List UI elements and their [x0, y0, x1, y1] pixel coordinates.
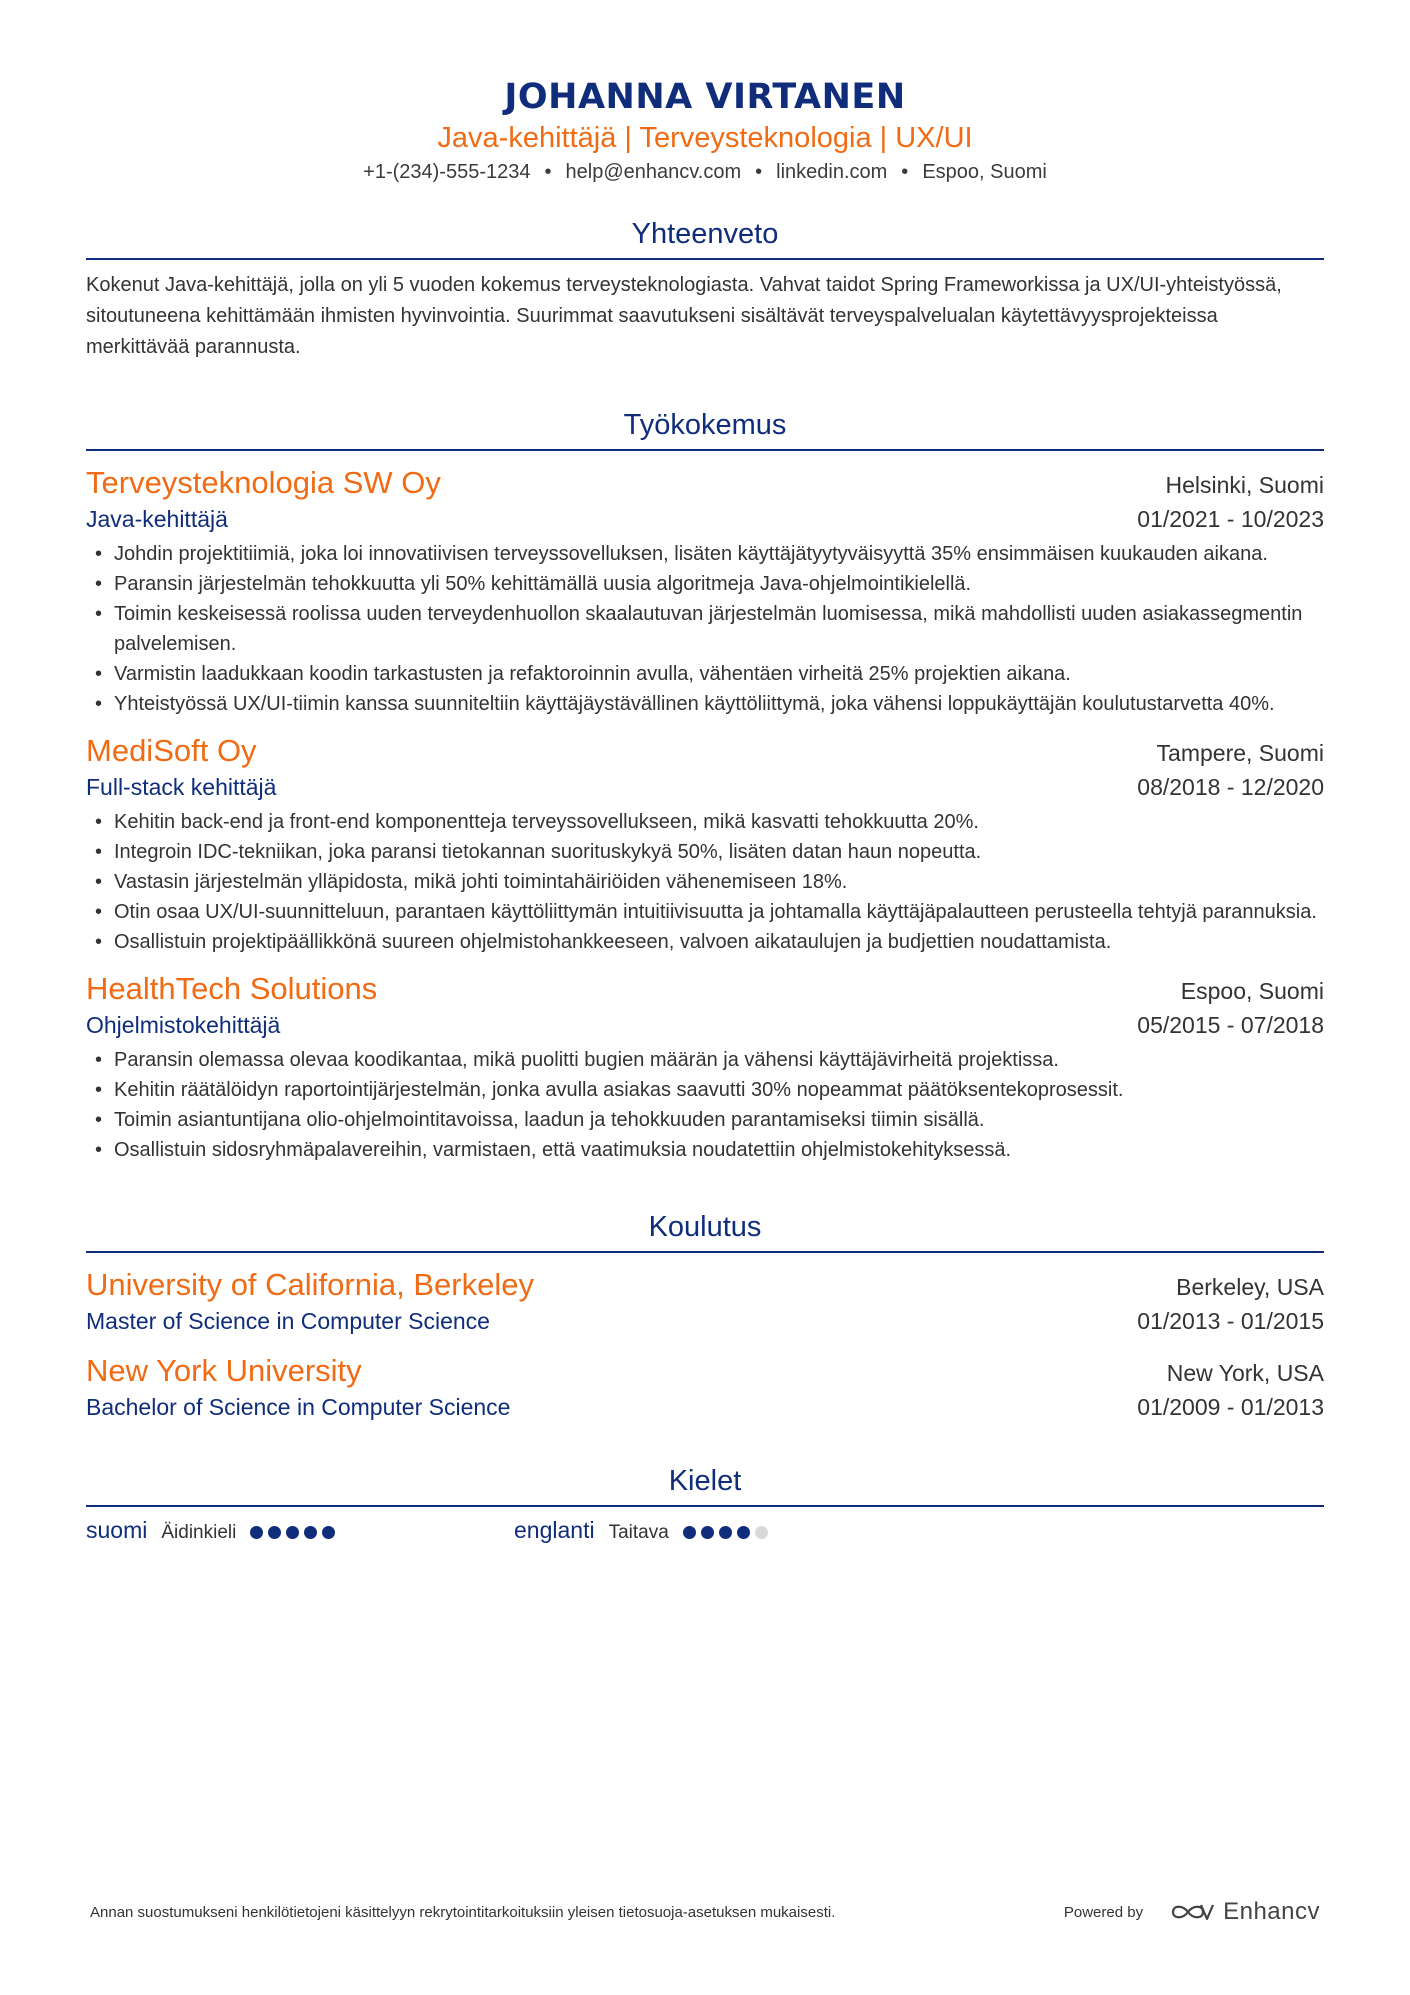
education-dates: 01/2013 - 01/2015 — [1137, 1308, 1324, 1334]
language-item — [514, 1517, 942, 1544]
powered-by-label: Powered by — [1063, 1903, 1144, 1921]
job-location: Helsinki, Suomi — [1165, 472, 1324, 498]
job-entry — [86, 969, 1324, 1165]
job-location: Tampere, Suomi — [1156, 740, 1324, 766]
section-heading: Yhteenveto — [86, 216, 1324, 260]
page-footer — [90, 1898, 1320, 1926]
rating-dot-filled — [719, 1526, 732, 1539]
rating-dot-filled — [304, 1526, 317, 1539]
contact-location: Espoo, Suomi — [922, 161, 1047, 183]
bullet-item: • Osallistuin projektipäällikkönä suureen ohjelmistohankkeeseen, valvoen aikataulujen ja budjettien noudattamista. — [86, 927, 1324, 957]
language-list — [86, 1517, 1324, 1544]
bullet-item: • Otin osaa UX/UI-suunnitteluun, parantaen käyttöliittymän intuitiivisuutta ja johtamalla käyttäjäpalautteen perusteella tehtyjä parannuksia. — [86, 897, 1324, 927]
contact-email: help@enhancv.com — [565, 161, 742, 183]
section-heading: Kielet — [86, 1463, 1324, 1507]
language-name: englanti — [514, 1517, 595, 1543]
company-name: Terveysteknologia SW Oy — [86, 465, 441, 500]
section-heading: Koulutus — [86, 1209, 1324, 1253]
separator-dot: • — [544, 161, 552, 183]
enhancv-logo-icon — [1169, 1901, 1215, 1923]
section-heading: Työkokemus — [86, 407, 1324, 451]
company-name: HealthTech Solutions — [86, 971, 378, 1006]
job-bullets — [86, 539, 1324, 719]
school-name: New York University — [86, 1353, 362, 1388]
bullet-item: • Integroin IDC-tekniikan, joka paransi tietokannan suorituskykyä 50%, lisäten datan haun nopeutta. — [86, 837, 1324, 867]
school-location: New York, USA — [1166, 1360, 1324, 1386]
enhancv-brand[interactable] — [1169, 1898, 1320, 1926]
company-name: MediSoft Oy — [86, 733, 257, 768]
experience-section — [86, 407, 1324, 1165]
bullet-item: • Kehitin back-end ja front-end komponentteja terveyssovellukseen, mikä kasvatti tehokkuutta 20%. — [86, 807, 1324, 837]
gdpr-consent-text: Annan suostumukseni henkilötietojeni käsittelyyn rekrytointitarkoituksiin yleisen tietosuoja-asetuksen mukaisesti. — [90, 1903, 836, 1921]
language-name: suomi — [86, 1517, 148, 1543]
contact-phone: +1-(234)-555-1234 — [363, 161, 531, 183]
rating-dot-filled — [322, 1526, 335, 1539]
job-entry — [86, 731, 1324, 957]
rating-dot-filled — [268, 1526, 281, 1539]
job-role: Full-stack kehittäjä — [86, 774, 277, 800]
rating-dot-empty — [755, 1526, 768, 1539]
separator-dot: • — [755, 161, 763, 183]
rating-dot-filled — [683, 1526, 696, 1539]
school-name: University of California, Berkeley — [86, 1267, 534, 1302]
job-dates: 08/2018 - 12/2020 — [1137, 774, 1324, 800]
rating-dot-filled — [286, 1526, 299, 1539]
degree: Master of Science in Computer Science — [86, 1308, 490, 1334]
bullet-item: • Toimin asiantuntijana olio-ohjelmointitavoissa, laadun ja tehokkuuden parantamiseksi tiimin sisällä. — [86, 1105, 1324, 1135]
education-entry — [86, 1265, 1324, 1337]
job-dates: 01/2021 - 10/2023 — [1137, 506, 1324, 532]
language-level: Äidinkieli — [161, 1521, 237, 1543]
job-bullets — [86, 1045, 1324, 1165]
candidate-name: JOHANNA VIRTANEN — [504, 77, 906, 117]
resume-page — [86, 0, 1324, 1995]
job-entry — [86, 463, 1324, 719]
bullet-item: • Vastasin järjestelmän ylläpidosta, mikä johti toimintahäiriöiden vähenemiseen 18%. — [86, 867, 1324, 897]
bullet-item: • Yhteistyössä UX/UI-tiimin kanssa suunniteltiin käyttäjäystävällinen käyttöliittymä, joka vähensi loppukäyttäjän koulutustarvetta 40%. — [86, 689, 1324, 719]
resume-header — [86, 0, 1324, 186]
bullet-item: • Paransin järjestelmän tehokkuutta yli 50% kehittämällä uusia algoritmeja Java-ohjelmointikielellä. — [86, 569, 1324, 599]
job-role: Ohjelmistokehittäjä — [86, 1012, 281, 1038]
candidate-title: Java-kehittäjä | Terveysteknologia | UX/UI — [437, 122, 973, 154]
education-section — [86, 1209, 1324, 1423]
enhancv-brand-name: Enhancv — [1223, 1898, 1320, 1925]
bullet-item: • Osallistuin sidosryhmäpalavereihin, varmistaen, että vaatimuksia noudatettiin ohjelmistokehityksessä. — [86, 1135, 1324, 1165]
languages-section — [86, 1463, 1324, 1544]
education-entry — [86, 1351, 1324, 1423]
degree: Bachelor of Science in Computer Science — [86, 1394, 511, 1420]
education-dates: 01/2009 - 01/2013 — [1137, 1394, 1324, 1420]
summary-text: Kokenut Java-kehittäjä, jolla on yli 5 vuoden kokemus terveysteknologiasta. Vahvat taidot Spring Frameworkissa ja UX/UI-yhteistyössä, sitoutuneena kehittämään ihmisten hyvinvointia. Suurimmat saavutukseni sisältävät terveyspalvelualan käytettävyysprojekteissa merkittävää parannusta. — [86, 274, 1282, 358]
language-rating — [250, 1526, 335, 1539]
bullet-item: • Paransin olemassa olevaa koodikantaa, mikä puolitti bugien määrän ja vähensi käyttäjävirheitä projektissa. — [86, 1045, 1324, 1075]
job-bullets — [86, 807, 1324, 957]
rating-dot-filled — [250, 1526, 263, 1539]
bullet-item: • Kehitin räätälöidyn raportointijärjestelmän, jonka avulla asiakas saavutti 30% nopeammat päätöksentekoprosessit. — [86, 1075, 1324, 1105]
contact-line — [86, 158, 1324, 186]
job-location: Espoo, Suomi — [1180, 978, 1324, 1004]
contact-linkedin: linkedin.com — [776, 161, 888, 183]
bullet-item: • Toimin keskeisessä roolissa uuden terveydenhuollon skaalautuvan järjestelmän luomisessa, mikä mahdollisti uuden asiakassegmentin palvelemisen. — [86, 599, 1324, 659]
bullet-item: • Varmistin laadukkaan koodin tarkastusten ja refaktoroinnin avulla, vähentäen virheitä 25% projektien aikana. — [86, 659, 1324, 689]
rating-dot-filled — [701, 1526, 714, 1539]
bullet-item: • Johdin projektitiimiä, joka loi innovatiivisen terveyssovelluksen, lisäten käyttäjätyytyväisyyttä 35% ensimmäisen kuukauden aikana. — [86, 539, 1324, 569]
summary-section — [86, 216, 1324, 363]
job-role: Java-kehittäjä — [86, 506, 228, 532]
rating-dot-filled — [737, 1526, 750, 1539]
language-item — [86, 1517, 514, 1544]
school-location: Berkeley, USA — [1176, 1274, 1324, 1300]
job-dates: 05/2015 - 07/2018 — [1137, 1012, 1324, 1038]
separator-dot: • — [901, 161, 909, 183]
language-level: Taitava — [608, 1521, 669, 1543]
language-rating — [683, 1526, 768, 1539]
